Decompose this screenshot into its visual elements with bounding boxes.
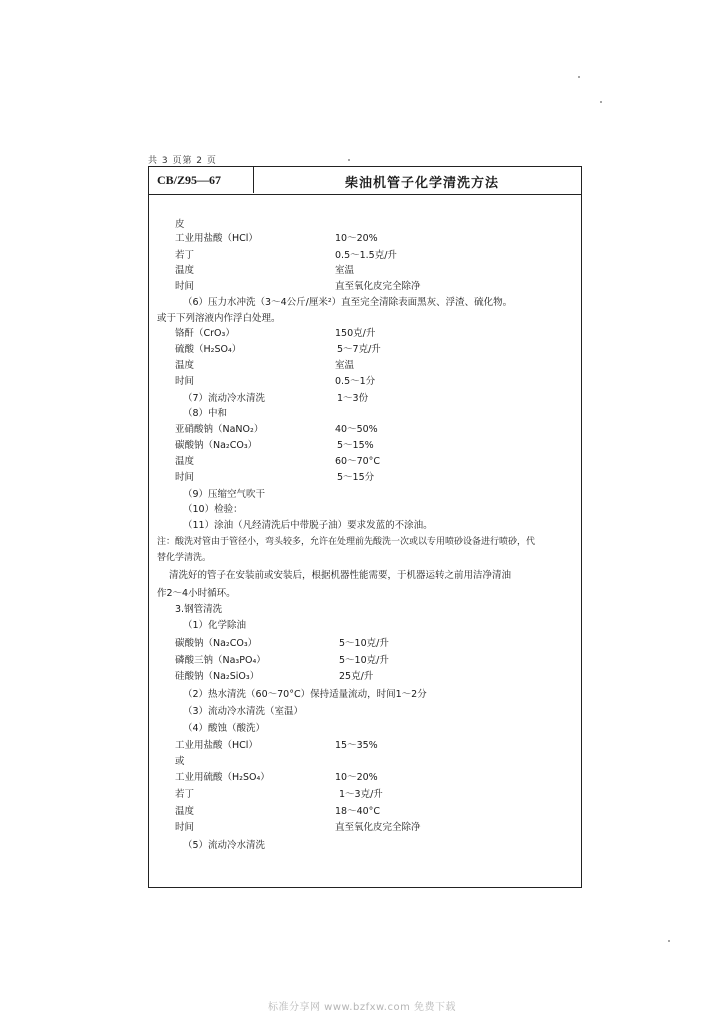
header-divider (253, 167, 254, 193)
document-frame (148, 166, 582, 888)
row-label: 工业用硫酸（H₂SO₄） (175, 772, 270, 783)
scan-speck (348, 159, 350, 161)
row-label: （5）流动冷水清洗 (183, 840, 266, 851)
document-header (149, 167, 581, 195)
row-label: 时间 (175, 472, 195, 483)
row-label: 温度 (175, 265, 195, 276)
row-label: （4）酸蚀（酸洗） (183, 723, 266, 734)
row-value: 5～10克/升 (339, 655, 389, 666)
row-label: （11）涂油（凡经清洗后中带脱子油）要求发蓝的不涂油。 (183, 520, 433, 531)
page-info: 共 3 页第 2 页 (148, 156, 217, 166)
row-label: （8）中和 (183, 408, 228, 419)
row-label: （7）流动冷水清洗 (183, 393, 266, 404)
row-label: 或于下列溶液内作浮白处理。 (157, 313, 281, 324)
row-label: 碳酸钠（Na₂CO₃） (175, 638, 258, 649)
row-label: 清洗好的管子在安装前或安装后，根据机器性能需要，于机器运转之前用洁净清油 (169, 570, 512, 581)
row-label: 亚硝酸钠（NaNO₂） (175, 424, 264, 435)
row-label: 硫酸（H₂SO₄） (175, 344, 242, 355)
row-value: 0.5～1.5克/升 (335, 250, 397, 261)
row-value: 40～50% (335, 424, 378, 435)
row-value: 10～20% (335, 233, 378, 244)
row-value: 室温 (335, 360, 355, 371)
scan-speck (600, 101, 602, 103)
row-label: 若丁 (175, 789, 195, 800)
row-label: （3）流动冷水清洗（室温） (183, 706, 304, 717)
row-label: （9）压缩空气吹干 (183, 489, 266, 500)
row-label: （1）化学除油 (183, 620, 247, 631)
row-label: 温度 (175, 360, 195, 371)
watermark-footer: 标准分享网 www.bzfxw.com 免费下载 (268, 1002, 456, 1013)
scan-speck (578, 76, 580, 78)
row-label: 或 (175, 756, 185, 767)
document-title: 柴油机管子化学清洗方法 (345, 176, 500, 191)
row-label: 时间 (175, 376, 195, 387)
row-value: 0.5～1分 (335, 376, 376, 387)
row-value: 18～40°C (335, 806, 381, 817)
row-value: 直至氧化皮完全除净 (335, 281, 421, 292)
row-label: 磷酸三钠（Na₃PO₄） (175, 655, 266, 666)
row-label: 3.钢管清洗 (175, 604, 223, 615)
row-label: 铬酐（CrO₃） (175, 328, 235, 339)
row-label: 时间 (175, 281, 195, 292)
row-label: 若丁 (175, 250, 195, 261)
row-label: 硅酸钠（Na₂SiO₃） (175, 671, 260, 682)
row-label: 工业用盐酸（HCl） (175, 233, 258, 244)
row-label: 碳酸钠（Na₂CO₃） (175, 440, 258, 451)
row-label: 作2～4小时循环。 (157, 588, 236, 599)
row-value: 15～35% (335, 740, 378, 751)
scan-speck (668, 940, 670, 942)
row-value: 5～10克/升 (339, 638, 389, 649)
row-value: 10～20% (335, 772, 378, 783)
row-value: 1～3克/升 (339, 789, 383, 800)
row-label: 时间 (175, 822, 195, 833)
row-value: 1～3份 (337, 393, 369, 404)
row-value: 5～15% (337, 440, 374, 451)
row-value: 5～7克/升 (337, 344, 381, 355)
row-value: 室温 (335, 265, 355, 276)
row-value: 150克/升 (335, 328, 376, 339)
row-label: （6）压力水冲洗（3～4公斤/厘米²）直至完全清除表面黑灰、浮渣、硫化物。 (183, 297, 513, 308)
row-label: （2）热水清洗（60～70°C）保持适量流动，时间1～2分 (183, 689, 427, 700)
row-label: 温度 (175, 456, 195, 467)
row-value: 60～70°C (335, 456, 381, 467)
row-value: 直至氧化皮完全除净 (335, 822, 421, 833)
row-label: 皮 (175, 219, 185, 230)
standard-number: CB/Z95—67 (157, 173, 222, 187)
row-label: 温度 (175, 806, 195, 817)
row-label: （10）检验： (183, 504, 243, 515)
row-value: 5～15分 (337, 472, 375, 483)
row-label: 替化学清洗。 (157, 553, 212, 563)
row-label: 工业用盐酸（HCl） (175, 740, 258, 751)
row-value: 25克/升 (339, 671, 374, 682)
row-label: 注：酸洗对管由于管径小，弯头较多，允许在处理前先酸洗一次或以专用喷砂设备进行喷砂，代 (157, 537, 536, 547)
